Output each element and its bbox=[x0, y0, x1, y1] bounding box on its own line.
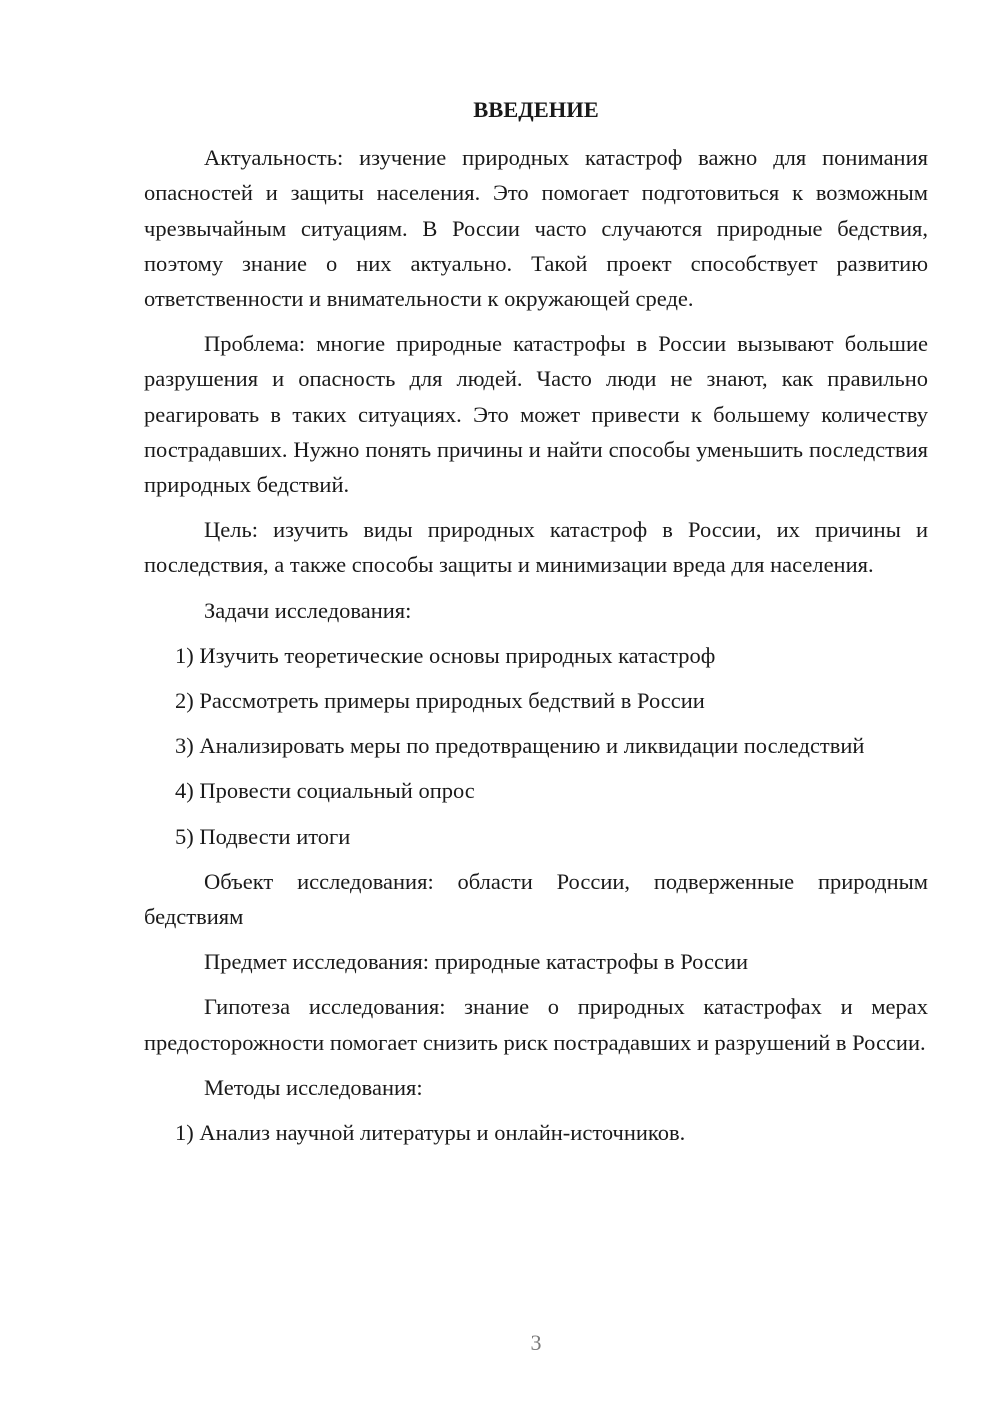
task-item: 2) Рассмотреть примеры природных бедствий в России bbox=[175, 688, 705, 714]
tasks-heading: Задачи исследования: bbox=[204, 597, 412, 623]
task-item: 3) Анализировать меры по предотвращению и ликвидации последствий bbox=[175, 733, 865, 759]
task-item: 1) Изучить теоретические основы природных катастроф bbox=[175, 642, 716, 668]
problem-paragraph: Проблема: многие природные катастрофы в России вызывают большие разрушения и опасность для людей. Часто люди не знают, как правильно реагировать в таких ситуациях. Это может привести к большему количеству пострадавших. Нужно понять причины и найти способы уменьшить последствия природных бедствий. bbox=[144, 331, 928, 498]
object-paragraph: Объект исследования: области России, подверженные природным бедствиям bbox=[144, 868, 928, 930]
task-item: 4) Провести социальный опрос bbox=[175, 778, 475, 804]
document-page bbox=[144, 92, 928, 1160]
page-number: 3 bbox=[530, 1330, 542, 1355]
method-item: 1) Анализ научной литературы и онлайн-источников. bbox=[175, 1120, 686, 1146]
subject-paragraph: Предмет исследования: природные катастрофы в России bbox=[204, 949, 749, 975]
goal-paragraph: Цель: изучить виды природных катастроф в России, их причины и последствия, а также способы защиты и минимизации вреда для населения. bbox=[144, 517, 928, 578]
document-title: ВВЕДЕНИЕ bbox=[473, 97, 599, 122]
hypothesis-paragraph: Гипотеза исследования: знание о природных катастрофах и мерах предосторожности помогает снизить риск пострадавших и разрушений в России. bbox=[144, 994, 928, 1055]
relevance-paragraph: Актуальность: изучение природных катастроф важно для понимания опасностей и защиты населения. Это помогает подготовиться к возможным чрезвычайным ситуациям. В России часто случаются природные бедствия, поэтому знание о них актуально. Такой проект способствует развитию ответственности и внимательности к окружающей среде. bbox=[144, 145, 928, 312]
task-item: 5) Подвести итоги bbox=[175, 823, 351, 849]
methods-heading: Методы исследования: bbox=[204, 1074, 423, 1100]
